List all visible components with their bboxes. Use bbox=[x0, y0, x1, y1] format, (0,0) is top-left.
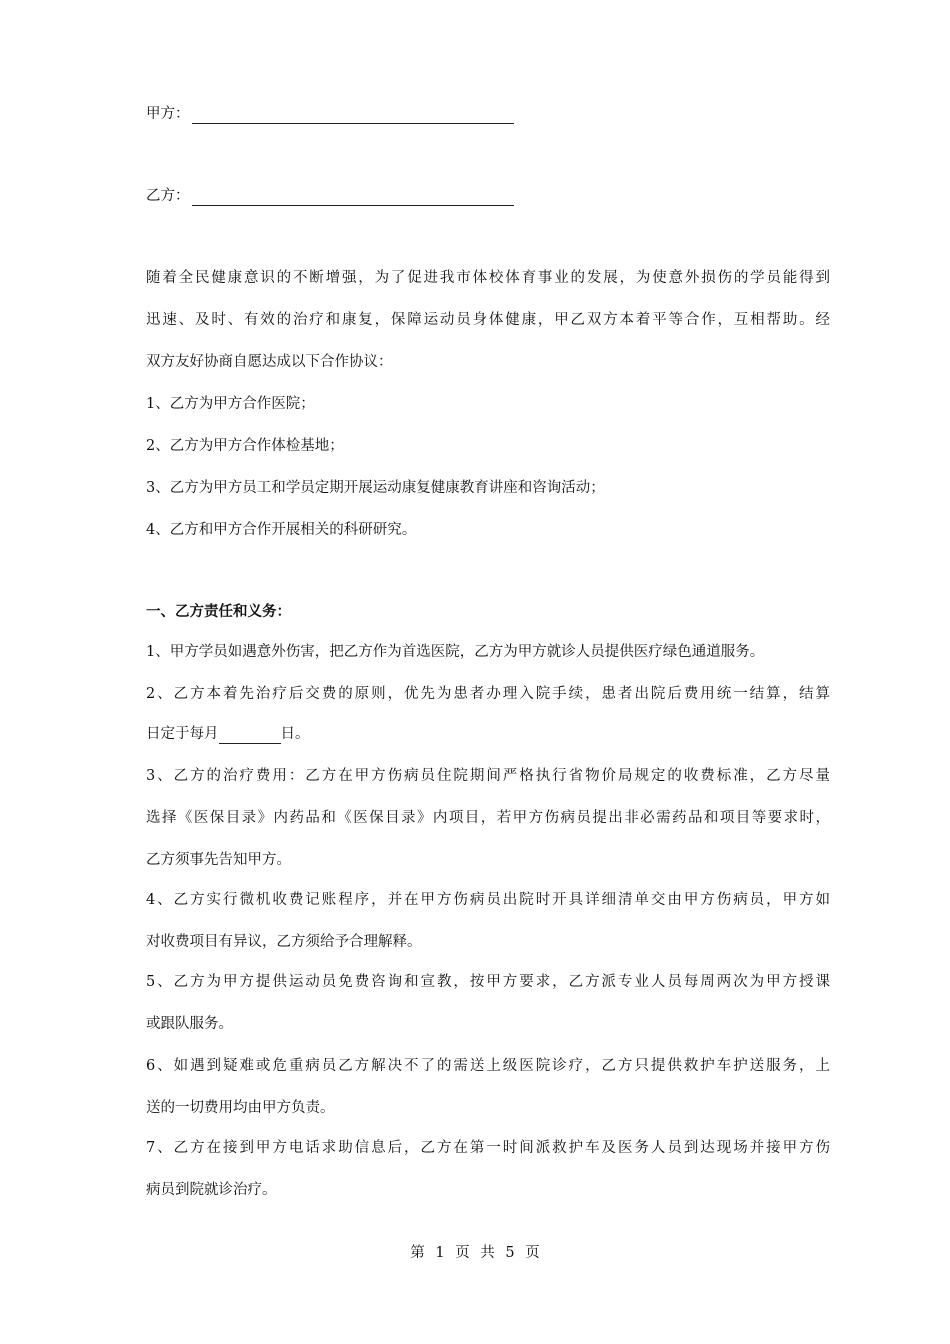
intro-line-2: 迅速、及时、有效的治疗和康复，保障运动员身体健康，甲乙双方本着平等合作，互相帮助。经 bbox=[146, 312, 830, 328]
section-one-heading: 一、乙方责任和义务： bbox=[146, 603, 291, 620]
party-a-blank[interactable] bbox=[192, 109, 514, 124]
party-b-blank[interactable] bbox=[192, 191, 514, 206]
clause-4-line-2: 对收费项目有异议，乙方须给予合理解释。 bbox=[146, 934, 422, 950]
clause-3-line-1: 3、乙方的治疗费用：乙方在甲方伤病员住院期间严格执行省物价局规定的收费标准，乙方尽量 bbox=[146, 768, 830, 784]
clause-4-line-1: 4、乙方实行微机收费记账程序，并在甲方伤病员出院时开具详细清单交由甲方伤病员，甲方如 bbox=[146, 892, 830, 908]
clause-2-line-2 bbox=[146, 724, 830, 744]
party-b-line bbox=[146, 186, 830, 206]
clause-5-line-1: 5、乙方为甲方提供运动员免费咨询和宣教，按甲方要求，乙方派专业人员每周两次为甲方授课 bbox=[146, 974, 830, 990]
cooperation-item-4: 4、乙方和甲方合作开展相关的科研研究。 bbox=[146, 522, 417, 538]
clause-3-line-3: 乙方须事先告知甲方。 bbox=[146, 852, 291, 868]
page-footer: 第 1 页 共 5 页 bbox=[410, 1245, 540, 1261]
clause-2-line-1: 2、乙方本着先治疗后交费的原则，优先为患者办理入院手续，患者出院后费用统一结算，结算 bbox=[146, 686, 830, 702]
clause-5-line-2: 或跟队服务。 bbox=[146, 1016, 233, 1032]
clause-7-line-2: 病员到院就诊治疗。 bbox=[146, 1182, 277, 1198]
clause-6-line-2: 送的一切费用均由甲方负责。 bbox=[146, 1100, 335, 1116]
intro-line-3: 双方友好协商自愿达成以下合作协议： bbox=[146, 354, 393, 370]
clause-7-line-1: 7、乙方在接到甲方电话求助信息后，乙方在第一时间派救护车及医务人员到达现场并接甲方伤 bbox=[146, 1140, 830, 1156]
clause-2-text-after: 日。 bbox=[280, 726, 310, 742]
cooperation-item-1: 1、乙方为甲方合作医院； bbox=[146, 396, 315, 412]
clause-3-line-2: 选择《医保目录》内药品和《医保目录》内项目，若甲方伤病员提出非必需药品和项目等要求时， bbox=[146, 810, 830, 826]
party-a-label: 甲方： bbox=[146, 106, 190, 122]
party-b-label: 乙方： bbox=[146, 188, 190, 204]
cooperation-item-2: 2、乙方为甲方合作体检基地； bbox=[146, 438, 344, 454]
clause-2-text-before: 日定于每月 bbox=[146, 726, 219, 742]
intro-line-1: 随着全民健康意识的不断增强，为了促进我市体校体育事业的发展，为使意外损伤的学员能得到 bbox=[146, 270, 830, 286]
settlement-day-blank[interactable] bbox=[219, 729, 281, 744]
cooperation-item-3: 3、乙方为甲方员工和学员定期开展运动康复健康教育讲座和咨询活动； bbox=[146, 480, 605, 496]
clause-6-line-1: 6、如遇到疑难或危重病员乙方解决不了的需送上级医院诊疗，乙方只提供救护车护送服务，上 bbox=[146, 1058, 830, 1074]
party-a-line bbox=[146, 104, 830, 124]
clause-1: 1、甲方学员如遇意外伤害，把乙方作为首选医院，乙方为甲方就诊人员提供医疗绿色通道服务。 bbox=[146, 644, 765, 660]
